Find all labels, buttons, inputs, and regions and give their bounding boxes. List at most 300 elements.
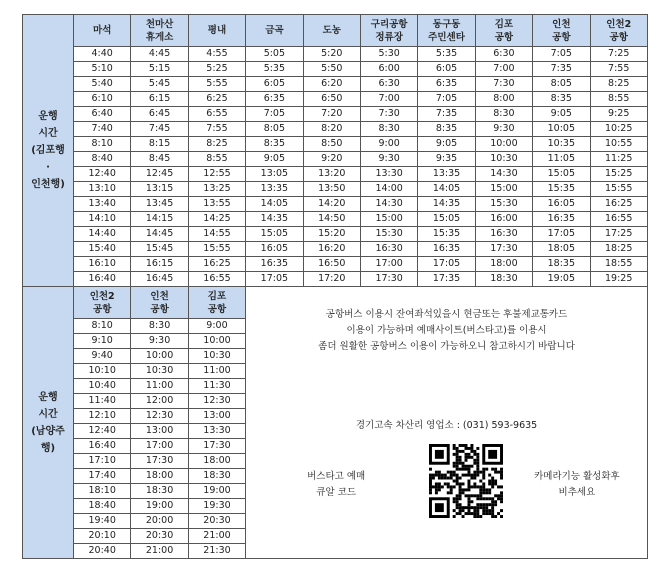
time-cell: 8:30 xyxy=(360,122,417,137)
time-cell: 18:00 xyxy=(475,257,532,272)
text-line: (김포행 xyxy=(31,145,65,156)
time-cell: 15:20 xyxy=(303,227,360,242)
time-cell: 10:55 xyxy=(590,137,647,152)
time-cell: 16:35 xyxy=(533,212,590,227)
qr-module xyxy=(491,497,494,500)
qr-module xyxy=(474,512,477,515)
time-cell: 19:25 xyxy=(590,272,647,287)
qr-module xyxy=(477,494,480,497)
time-cell: 6:25 xyxy=(188,92,245,107)
qr-module xyxy=(465,459,468,462)
qr-module xyxy=(500,515,503,518)
qr-module xyxy=(456,500,459,503)
qr-module xyxy=(485,488,488,491)
qr-module xyxy=(468,474,471,477)
time-cell: 15:25 xyxy=(590,167,647,182)
qr-module xyxy=(456,512,459,515)
qr-module xyxy=(450,471,453,474)
qr-module xyxy=(471,450,474,453)
time-cell: 9:05 xyxy=(533,107,590,122)
time-cell: 7:20 xyxy=(303,107,360,122)
time-cell: 8:25 xyxy=(188,137,245,152)
time-cell: 19:40 xyxy=(74,514,131,529)
stop-header xyxy=(303,15,360,47)
stop-header xyxy=(131,15,188,47)
time-cell: 14:00 xyxy=(360,182,417,197)
time-cell: 21:30 xyxy=(188,544,245,559)
qr-module xyxy=(474,453,477,456)
qr-code-icon[interactable] xyxy=(429,444,503,518)
qr-module xyxy=(500,494,503,497)
text-line: 좀더 원활한 공항버스 이용이 가능하오니 참고하시기 바랍니다 xyxy=(318,341,575,352)
qr-module xyxy=(462,506,465,509)
qr-module xyxy=(453,453,456,456)
time-cell: 5:40 xyxy=(74,77,131,92)
table-row xyxy=(23,77,648,92)
time-cell: 11:40 xyxy=(74,394,131,409)
qr-module xyxy=(491,468,494,471)
time-cell: 11:00 xyxy=(131,379,188,394)
qr-module xyxy=(471,494,474,497)
qr-module xyxy=(488,482,491,485)
table-row xyxy=(23,107,648,122)
time-cell: 16:20 xyxy=(303,242,360,257)
qr-module xyxy=(462,468,465,471)
qr-module xyxy=(465,465,468,468)
time-cell: 13:20 xyxy=(303,167,360,182)
time-cell: 20:10 xyxy=(74,529,131,544)
time-cell: 8:00 xyxy=(475,92,532,107)
time-cell: 19:00 xyxy=(131,499,188,514)
time-cell: 21:00 xyxy=(131,544,188,559)
time-cell: 14:15 xyxy=(131,212,188,227)
qr-module xyxy=(494,482,497,485)
qr-module xyxy=(447,477,450,480)
qr-module xyxy=(468,488,471,491)
qr-module xyxy=(459,497,462,500)
text-line: 도농 xyxy=(322,25,341,36)
qr-module xyxy=(491,500,494,503)
qr-module xyxy=(435,471,438,474)
qr-module xyxy=(450,485,453,488)
time-cell: 6:05 xyxy=(246,77,303,92)
qr-module xyxy=(497,512,500,515)
time-cell: 13:00 xyxy=(188,409,245,424)
time-cell: 16:50 xyxy=(303,257,360,272)
time-cell: 14:35 xyxy=(418,197,475,212)
time-cell: 10:40 xyxy=(74,379,131,394)
time-cell: 18:35 xyxy=(533,257,590,272)
qr-module xyxy=(441,477,444,480)
qr-module xyxy=(497,494,500,497)
time-cell: 8:35 xyxy=(246,137,303,152)
time-cell: 11:05 xyxy=(533,152,590,167)
qr-module xyxy=(459,491,462,494)
qr-module xyxy=(447,471,450,474)
qr-module xyxy=(477,471,480,474)
qr-module xyxy=(429,480,432,483)
stop-header xyxy=(475,15,532,47)
time-cell: 9:05 xyxy=(246,152,303,167)
time-cell: 16:30 xyxy=(475,227,532,242)
time-cell: 9:25 xyxy=(590,107,647,122)
qr-module xyxy=(482,477,485,480)
time-cell: 12:30 xyxy=(131,409,188,424)
qr-module xyxy=(459,485,462,488)
qr-module xyxy=(479,503,482,506)
qr-module xyxy=(471,465,474,468)
time-cell: 8:50 xyxy=(303,137,360,152)
time-cell: 11:25 xyxy=(590,152,647,167)
time-cell: 13:40 xyxy=(74,197,131,212)
inbound-header-row xyxy=(23,287,648,319)
qr-module xyxy=(462,491,465,494)
qr-module xyxy=(429,477,432,480)
time-cell: 8:45 xyxy=(131,152,188,167)
qr-module xyxy=(474,506,477,509)
time-cell: 19:00 xyxy=(188,484,245,499)
table-row xyxy=(23,257,648,272)
time-cell: 6:50 xyxy=(303,92,360,107)
time-cell: 12:10 xyxy=(74,409,131,424)
qr-module xyxy=(477,497,480,500)
qr-module xyxy=(477,512,480,515)
qr-module xyxy=(453,471,456,474)
time-cell: 5:35 xyxy=(246,62,303,77)
time-cell: 8:40 xyxy=(74,152,131,167)
time-cell: 14:30 xyxy=(360,197,417,212)
time-cell: 7:30 xyxy=(360,107,417,122)
qr-module xyxy=(479,515,482,518)
qr-module xyxy=(479,491,482,494)
time-cell: 6:10 xyxy=(74,92,131,107)
qr-module xyxy=(468,471,471,474)
time-cell: 13:35 xyxy=(246,182,303,197)
time-cell: 8:35 xyxy=(533,92,590,107)
time-cell: 14:05 xyxy=(418,182,475,197)
text-line: 주민센타 xyxy=(428,31,465,43)
qr-module xyxy=(485,512,488,515)
stop-header xyxy=(188,15,245,47)
qr-module xyxy=(468,465,471,468)
qr-module xyxy=(432,474,435,477)
qr-module xyxy=(479,494,482,497)
qr-module xyxy=(482,485,485,488)
qr-module xyxy=(468,453,471,456)
qr-module xyxy=(471,512,474,515)
time-cell: 11:30 xyxy=(188,379,245,394)
outbound-section-label xyxy=(23,15,74,287)
qr-module xyxy=(491,509,494,512)
qr-module xyxy=(459,477,462,480)
qr-module xyxy=(468,447,471,450)
time-cell: 16:40 xyxy=(74,272,131,287)
text-line: 운행 xyxy=(38,391,58,403)
text-line: 인천 xyxy=(552,18,571,30)
qr-module xyxy=(497,485,500,488)
time-cell: 15:00 xyxy=(475,182,532,197)
qr-module xyxy=(450,474,453,477)
table-row xyxy=(23,62,648,77)
time-cell: 8:55 xyxy=(188,152,245,167)
time-cell: 16:55 xyxy=(590,212,647,227)
qr-module xyxy=(456,480,459,483)
qr-module xyxy=(459,444,462,447)
qr-module xyxy=(468,468,471,471)
qr-module xyxy=(482,506,485,509)
qr-module xyxy=(477,456,480,459)
time-cell: 17:05 xyxy=(533,227,590,242)
time-cell: 15:40 xyxy=(74,242,131,257)
text-line: 인천2 xyxy=(89,290,115,302)
qr-module xyxy=(482,482,485,485)
time-cell: 9:30 xyxy=(475,122,532,137)
qr-module xyxy=(465,456,468,459)
time-cell: 11:00 xyxy=(188,364,245,379)
time-cell: 6:40 xyxy=(74,107,131,122)
qr-module xyxy=(444,482,447,485)
time-cell: 5:20 xyxy=(303,47,360,62)
qr-module xyxy=(447,491,450,494)
time-cell: 15:55 xyxy=(590,182,647,197)
stop-header xyxy=(246,15,303,47)
qr-module xyxy=(479,480,482,483)
text-line: 천마산 xyxy=(145,18,174,30)
time-cell: 16:05 xyxy=(246,242,303,257)
time-cell: 10:10 xyxy=(74,364,131,379)
qr-module xyxy=(459,450,462,453)
time-cell: 16:30 xyxy=(360,242,417,257)
qr-module xyxy=(465,488,468,491)
qr-module xyxy=(459,459,462,462)
qr-module xyxy=(450,491,453,494)
qr-module xyxy=(482,488,485,491)
qr-module xyxy=(477,506,480,509)
time-cell: 5:45 xyxy=(131,77,188,92)
qr-module xyxy=(453,462,456,465)
text-line: 시간 xyxy=(38,408,58,420)
time-cell: 5:10 xyxy=(74,62,131,77)
time-cell: 13:15 xyxy=(131,182,188,197)
qr-module xyxy=(477,462,480,465)
qr-module xyxy=(488,474,491,477)
text-line: 공항 xyxy=(552,31,571,43)
table-row xyxy=(23,137,648,152)
qr-module xyxy=(465,512,468,515)
qr-module xyxy=(471,447,474,450)
qr-module xyxy=(459,494,462,497)
qr-module xyxy=(462,444,465,447)
time-cell: 18:10 xyxy=(74,484,131,499)
text-line: 휴게소 xyxy=(145,31,174,43)
qr-module xyxy=(465,506,468,509)
qr-module xyxy=(485,506,488,509)
qr-module xyxy=(477,465,480,468)
time-cell: 15:30 xyxy=(360,227,417,242)
time-cell: 6:35 xyxy=(418,77,475,92)
time-cell: 20:30 xyxy=(131,529,188,544)
time-cell: 19:05 xyxy=(533,272,590,287)
text-line: 인천 xyxy=(150,290,169,302)
text-line: · xyxy=(46,162,50,173)
qr-module xyxy=(477,503,480,506)
qr-module xyxy=(432,477,435,480)
time-cell: 9:30 xyxy=(131,334,188,349)
time-cell: 6:30 xyxy=(360,77,417,92)
time-cell: 10:00 xyxy=(188,334,245,349)
qr-module xyxy=(477,515,480,518)
qr-module xyxy=(477,485,480,488)
qr-module xyxy=(441,485,444,488)
text-line: 비추세요 xyxy=(558,487,596,498)
time-cell: 6:30 xyxy=(475,47,532,62)
text-line: 공항 xyxy=(93,303,112,315)
time-cell: 5:50 xyxy=(303,62,360,77)
qr-module xyxy=(474,474,477,477)
qr-module xyxy=(474,515,477,518)
stop-header xyxy=(131,287,188,319)
time-cell: 6:35 xyxy=(246,92,303,107)
time-cell: 5:30 xyxy=(360,47,417,62)
stop-header xyxy=(533,15,590,47)
qr-module xyxy=(482,474,485,477)
qr-module xyxy=(468,506,471,509)
bus-timetable xyxy=(22,14,648,559)
qr-module xyxy=(491,480,494,483)
time-cell: 6:20 xyxy=(303,77,360,92)
qr-module xyxy=(497,471,500,474)
qr-module xyxy=(450,488,453,491)
qr-module xyxy=(488,509,491,512)
qr-module xyxy=(465,494,468,497)
qr-module xyxy=(500,468,503,471)
time-cell: 6:05 xyxy=(418,62,475,77)
qr-module xyxy=(494,494,497,497)
time-cell: 8:10 xyxy=(74,137,131,152)
time-cell: 8:20 xyxy=(303,122,360,137)
time-cell: 5:15 xyxy=(131,62,188,77)
qr-module xyxy=(450,477,453,480)
time-cell: 10:30 xyxy=(475,152,532,167)
time-cell: 20:00 xyxy=(131,514,188,529)
time-cell: 19:30 xyxy=(188,499,245,514)
qr-module xyxy=(456,456,459,459)
qr-module xyxy=(462,482,465,485)
qr-module xyxy=(456,474,459,477)
time-cell: 17:30 xyxy=(188,439,245,454)
qr-module xyxy=(456,447,459,450)
qr-module xyxy=(494,515,497,518)
time-cell: 13:55 xyxy=(188,197,245,212)
time-cell: 17:00 xyxy=(131,439,188,454)
qr-module xyxy=(465,468,468,471)
qr-module xyxy=(459,512,462,515)
qr-module xyxy=(471,456,474,459)
qr-module xyxy=(459,456,462,459)
time-cell: 7:40 xyxy=(74,122,131,137)
info-panel xyxy=(246,287,648,559)
notice-text xyxy=(246,307,647,355)
time-cell: 10:35 xyxy=(533,137,590,152)
qr-module xyxy=(491,482,494,485)
time-cell: 12:45 xyxy=(131,167,188,182)
qr-module xyxy=(456,468,459,471)
qr-module xyxy=(482,491,485,494)
qr-module xyxy=(447,485,450,488)
qr-module xyxy=(479,471,482,474)
qr-module xyxy=(479,497,482,500)
qr-module xyxy=(447,482,450,485)
qr-module xyxy=(482,512,485,515)
table-row xyxy=(23,197,648,212)
qr-module xyxy=(471,444,474,447)
qr-module xyxy=(494,468,497,471)
qr-module xyxy=(456,482,459,485)
qr-module xyxy=(456,506,459,509)
time-cell: 16:40 xyxy=(74,439,131,454)
qr-module xyxy=(468,485,471,488)
qr-module xyxy=(459,509,462,512)
time-cell: 14:45 xyxy=(131,227,188,242)
qr-module xyxy=(468,482,471,485)
time-cell: 14:35 xyxy=(246,212,303,227)
qr-module xyxy=(500,509,503,512)
text-line: 버스타고 예매 xyxy=(307,471,366,482)
qr-module xyxy=(456,459,459,462)
qr-module xyxy=(438,485,441,488)
text-line: 마석 xyxy=(93,25,112,36)
time-cell: 18:00 xyxy=(188,454,245,469)
time-cell: 8:30 xyxy=(475,107,532,122)
qr-module xyxy=(500,485,503,488)
qr-module xyxy=(459,488,462,491)
stop-header xyxy=(418,15,475,47)
stop-header xyxy=(188,287,245,319)
qr-module xyxy=(453,500,456,503)
time-cell: 7:00 xyxy=(360,92,417,107)
qr-module xyxy=(453,447,456,450)
qr-module xyxy=(435,450,444,459)
qr-module xyxy=(456,497,459,500)
time-cell: 15:55 xyxy=(188,242,245,257)
qr-module xyxy=(471,485,474,488)
time-cell: 9:00 xyxy=(188,319,245,334)
qr-module xyxy=(488,491,491,494)
time-cell: 13:05 xyxy=(246,167,303,182)
qr-module xyxy=(453,480,456,483)
qr-module xyxy=(456,503,459,506)
time-cell: 15:45 xyxy=(131,242,188,257)
qr-module xyxy=(438,477,441,480)
qr-module xyxy=(474,494,477,497)
time-cell: 18:00 xyxy=(131,469,188,484)
time-cell: 9:05 xyxy=(418,137,475,152)
qr-module xyxy=(468,500,471,503)
qr-module xyxy=(462,488,465,491)
qr-module xyxy=(456,494,459,497)
qr-module xyxy=(488,488,491,491)
time-cell: 15:35 xyxy=(533,182,590,197)
time-cell: 18:55 xyxy=(590,257,647,272)
qr-module xyxy=(435,491,438,494)
qr-module xyxy=(474,459,477,462)
qr-module xyxy=(459,468,462,471)
qr-module xyxy=(453,465,456,468)
time-cell: 16:35 xyxy=(418,242,475,257)
table-row xyxy=(23,212,648,227)
text-line: 김포 xyxy=(494,18,514,30)
table-row xyxy=(23,122,648,137)
